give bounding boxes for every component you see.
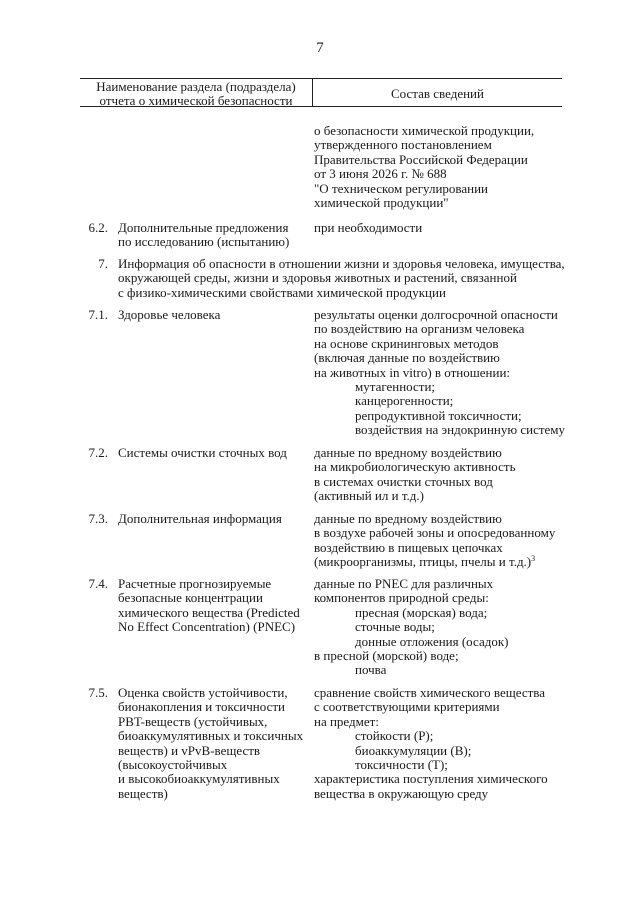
- content-line: на животных in vitro) в отношении:: [314, 364, 511, 380]
- content-line: [314, 555, 562, 569]
- name-line: Здоровье человека: [118, 307, 221, 322]
- content-list-item: репродуктивной токсичности;: [355, 407, 522, 423]
- content-line: в воздухе рабочей зоны и опосредованному: [314, 525, 556, 541]
- name-line: Дополнительная информация: [118, 511, 282, 526]
- content-line: химической продукции": [314, 195, 449, 211]
- content-list-item: донные отложения (осадок): [355, 633, 509, 649]
- content-line: от 3 июня 2026 г. № 688: [314, 166, 447, 182]
- row-number: 6.2.: [88, 220, 108, 235]
- content-line: компонентов природной среды:: [314, 590, 489, 606]
- name-line: Дополнительные предложения: [118, 220, 289, 235]
- content-line: утвержденного постановлением: [314, 137, 492, 153]
- row-section-name: [118, 577, 308, 635]
- row-content: [314, 307, 566, 438]
- content-list-item: стойкости (P);: [355, 728, 434, 744]
- row-section-heading: [118, 256, 565, 300]
- row-content: [314, 221, 562, 235]
- heading-line: с физико-химическими свойствами химической продукции: [118, 284, 446, 300]
- row-number: 7.1.: [88, 307, 108, 322]
- header-col-section-name-line: Наименование раздела (подраздела): [96, 79, 296, 94]
- content-line: о безопасности химической продукции,: [314, 123, 535, 138]
- row-content: [314, 686, 562, 801]
- content-line: данные по PNEC для различных: [314, 576, 494, 591]
- content-line: Правительства Российской Федерации: [314, 151, 528, 167]
- name-line: (высокоустойчивых: [118, 757, 228, 773]
- content-line: результаты оценки долгосрочной опасности: [314, 307, 558, 322]
- content-line: (активный ил и т.д.): [314, 488, 424, 504]
- footnote-mark: 3: [531, 554, 536, 564]
- content-line: на микробиологическую активность: [314, 459, 516, 475]
- heading-line: окружающей среды, жизни и здоровья животных и растений, связанной: [118, 270, 517, 286]
- content-line: данные по вредному воздействию: [314, 511, 502, 526]
- content-line: сравнение свойств химического вещества: [314, 685, 546, 700]
- content-line: в системах очистки сточных вод: [314, 473, 493, 489]
- row-content: [314, 512, 562, 570]
- content-line: (включая данные по воздействию: [314, 350, 500, 366]
- name-line: безопасные концентрации: [118, 590, 263, 606]
- name-line: и высокобиоаккумулятивных: [118, 771, 280, 787]
- content-line: характеристика поступления химического: [314, 771, 548, 787]
- name-line: веществ): [118, 785, 168, 801]
- name-line: бионакопления и токсичности: [118, 699, 285, 715]
- header-col-contents: Состав сведений: [391, 86, 484, 101]
- content-line: на основе скрининговых методов: [314, 335, 499, 351]
- content-list-item: воздействия на эндокринную систему: [355, 422, 566, 438]
- row-section-name: [118, 221, 308, 250]
- row-content: [314, 124, 562, 210]
- content-line: по воздействию на организм человека: [314, 321, 525, 337]
- content-line: "О техническом регулировании: [314, 180, 489, 196]
- content-list-item: канцерогенности;: [355, 393, 454, 409]
- name-line: химического вещества (Predicted: [118, 604, 300, 620]
- header-col-section-name: [80, 80, 312, 108]
- name-line: Системы очистки сточных вод: [118, 445, 287, 460]
- content-list-item: токсичности (T);: [355, 757, 448, 773]
- content-line: на предмет:: [314, 713, 379, 729]
- row-number: 7.4.: [88, 576, 108, 591]
- content-text: (микроорганизмы, птицы, пчелы и т.д.): [314, 554, 532, 570]
- header-col-section-name-line: отчета о химической безопасности: [99, 93, 293, 108]
- row-section-name: [118, 686, 308, 801]
- content-line: с соответствующими критериями: [314, 699, 500, 715]
- name-line: No Effect Concentration) (PNEC): [118, 619, 296, 635]
- name-line: Расчетные прогнозируемые: [118, 576, 272, 591]
- row-content: [314, 446, 562, 504]
- name-line: по исследованию (испытанию): [118, 234, 290, 250]
- content-line: вещества в окружающую среду: [314, 785, 489, 801]
- content-list-item: мутагенности;: [355, 379, 436, 395]
- content-list-item: биоаккумуляции (B);: [355, 742, 472, 758]
- name-line: Оценка свойств устойчивости,: [118, 685, 288, 700]
- name-line: биоаккумулятивных и токсичных: [118, 728, 304, 744]
- row-number: 7.: [98, 256, 108, 271]
- row-number: 7.5.: [88, 685, 108, 700]
- row-section-name: [118, 308, 308, 322]
- name-line: PBT-веществ (устойчивых,: [118, 713, 268, 729]
- page-number: 7: [316, 40, 324, 56]
- content-list-item: пресная (морская) вода;: [355, 604, 488, 620]
- name-line: веществ) и vPvB-веществ: [118, 742, 261, 758]
- content-list-item: сточные воды;: [355, 619, 435, 635]
- content-line: в пресной (морской) воде;: [314, 648, 459, 664]
- row-number: 7.2.: [88, 445, 108, 460]
- row-section-name: [118, 512, 308, 526]
- row-content: [314, 577, 562, 678]
- row-number: 7.3.: [88, 511, 108, 526]
- heading-line: Информация об опасности в отношении жизни и здоровья человека, имущества,: [118, 256, 565, 271]
- content-line: воздействию в пищевых цепочках: [314, 539, 503, 555]
- content-line: при необходимости: [314, 220, 423, 235]
- row-section-name: [118, 446, 308, 460]
- content-line: данные по вредному воздействию: [314, 445, 502, 460]
- content-list-item: почва: [355, 662, 387, 678]
